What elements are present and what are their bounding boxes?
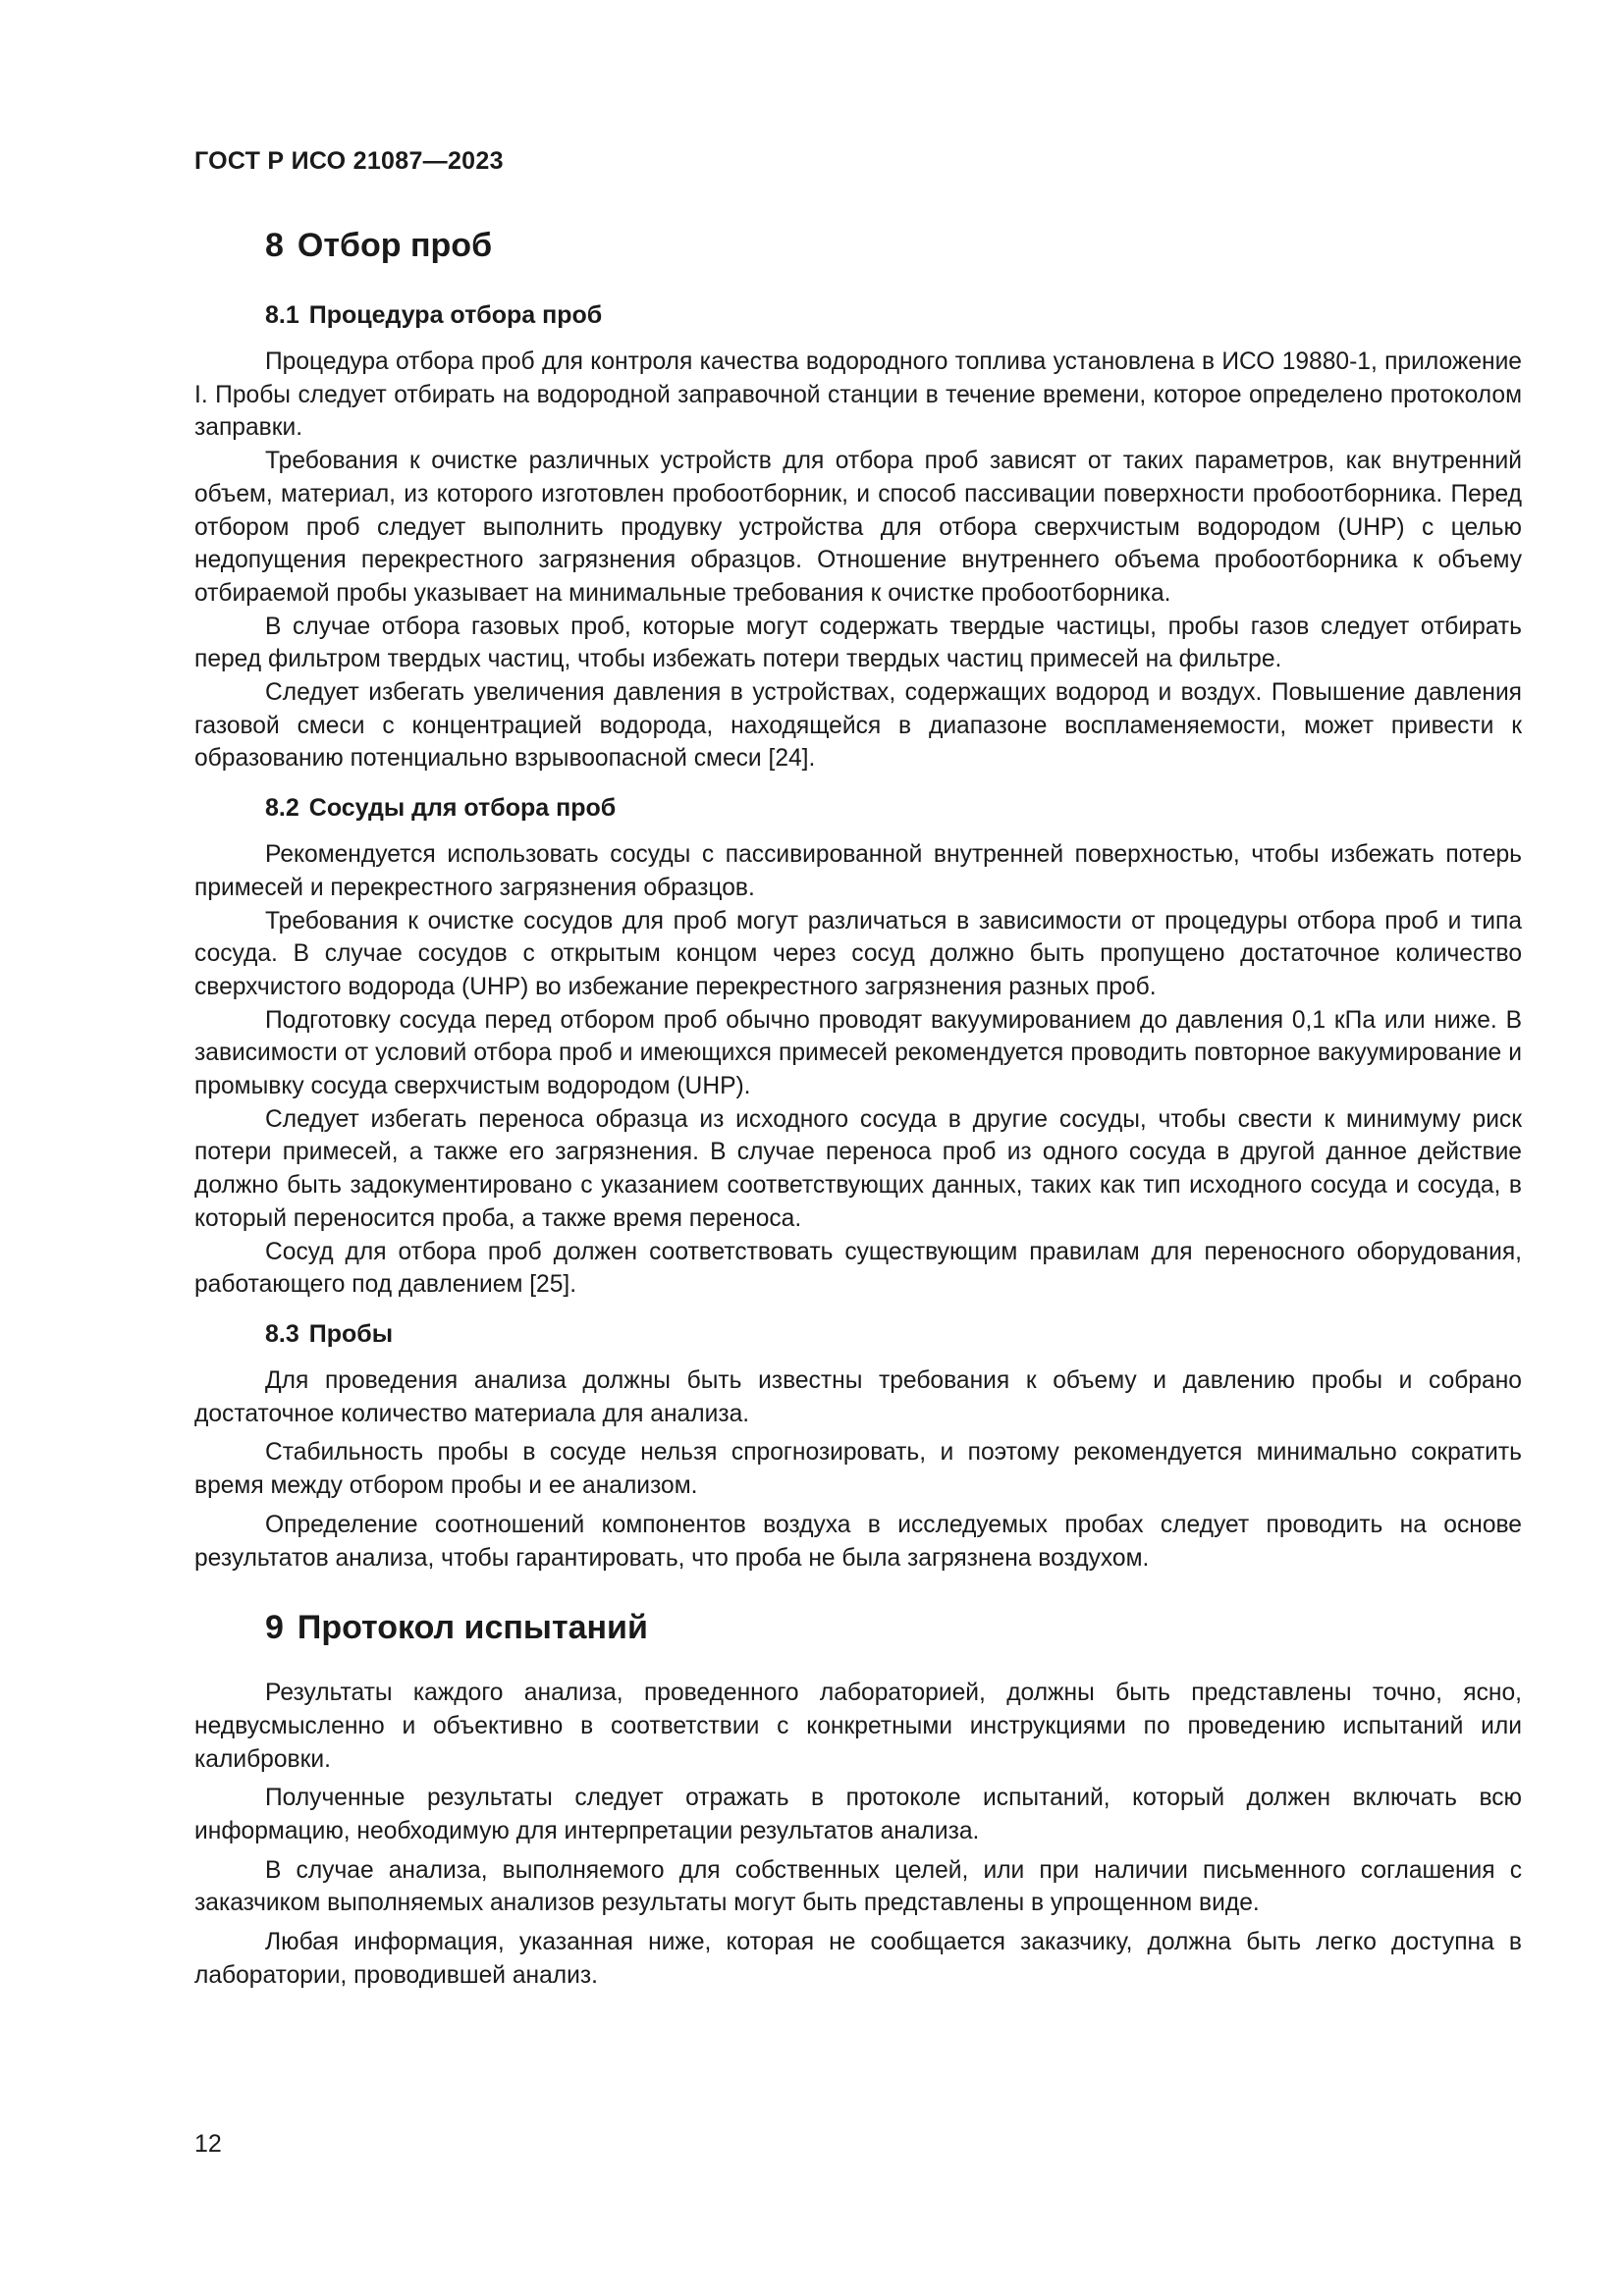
paragraph: Требования к очистке сосудов для проб могут различаться в зависимости от процедуры отбора проб и типа сосуда. В случае сосудов с открытым концом через сосуд должно быть пропущено достаточное количество сверхчистого водорода (UHP) во избежание перекрестного загрязнения разных проб. [194,907,1522,1000]
paragraph: Рекомендуется использовать сосуды с пассивированной внутренней поверхностью, чтобы избежать потерь примесей и перекрестного загрязнения образцов. [194,841,1522,901]
paragraph: В случае анализа, выполняемого для собственных целей, или при наличии письменного соглашения с заказчиком выполняемых анализов результаты могут быть представлены в упрощенном виде. [194,1856,1522,1917]
document-code: ГОСТ Р ИСО 21087—2023 [194,147,504,175]
section-9-heading [265,1600,1522,1655]
paragraph: Полученные результаты следует отражать в протоколе испытаний, который должен включать всю информацию, необходимую для интерпретации результатов анализа. [194,1785,1522,1845]
subsection-8-1-heading [265,294,1522,336]
section-title: Отбор проб [297,227,493,264]
paragraph: Сосуд для отбора проб должен соответствовать существующим правилам для переносного оборудования, работающего под давлением [25]. [194,1238,1522,1299]
subsection-title: Пробы [308,1319,394,1348]
section-number: 9 [265,1609,284,1647]
paragraph: Следует избегать увеличения давления в устройствах, содержащих водород и воздух. Повышение давления газовой смеси с концентрацией водорода, находящейся в диапазоне воспламеняемости, может привести к образованию потенциально взрывоопасной смеси [24]. [194,679,1522,773]
paragraph: Определение соотношений компонентов воздуха в исследуемых пробах следует проводить на основе результатов анализа, чтобы гарантировать, что проба не была загрязнена воздухом. [194,1511,1522,1572]
paragraph: Результаты каждого анализа, проведенного лабораторией, должны быть представлены точно, ясно, недвусмысленно и объективно в соответствии с конкретными инструкциями по проведению испытаний или калибровки. [194,1680,1522,1773]
subsection-number: 8.2 [265,794,299,823]
section-number: 8 [265,227,284,264]
paragraph: Процедура отбора проб для контроля качества водородного топлива установлена в ИСО 19880-1, приложение I. Пробы следует отбирать на водородной заправочной станции в течение времени, которое определено протоколом заправки. [194,348,1522,442]
subsection-number: 8.1 [265,301,299,329]
subsection-number: 8.3 [265,1319,299,1348]
page-content [194,218,1522,1993]
paragraph: Любая информация, указанная ниже, которая не сообщается заказчику, должна быть легко доступна в лаборатории, проводившей анализ. [194,1929,1522,1989]
subsection-8-2-heading [265,787,1522,828]
paragraph: Требования к очистке различных устройств для отбора проб зависят от таких параметров, как внутренний объем, материал, из которого изготовлен пробоотборник, и способ пассивации поверхности пробоотборника. Перед отбором проб следует выполнить продувку устройства для отбора сверхчистым водородом (UHP) с целью недопущения перекрестного загрязнения образцов. Отношение внутреннего объема пробоотборника к объему отбираемой пробы указывает на минимальные требования к очистке пробоотборника. [194,448,1522,607]
paragraph: Следует избегать переноса образца из исходного сосуда в другие сосуды, чтобы свести к минимуму риск потери примесей, а также его загрязнения. В случае переноса проб из одного сосуда в другой данное действие должно быть задокументировано с указанием соответствующих данных, таких как тип исходного сосуда и сосуда, в который переносится проба, а также время переноса. [194,1105,1522,1232]
paragraph: Стабильность пробы в сосуде нельзя спрогнозировать, и поэтому рекомендуется минимально сократить время между отбором пробы и ее анализом. [194,1439,1522,1500]
subsection-title: Процедура отбора проб [308,301,603,329]
section-title: Протокол испытаний [297,1609,648,1647]
paragraph: В случае отбора газовых проб, которые могут содержать твердые частицы, пробы газов следует отбирать перед фильтром твердых частиц, чтобы избежать потери твердых частиц примесей на фильтре. [194,613,1522,673]
subsection-title: Сосуды для отбора проб [308,794,617,823]
subsection-8-3-heading [265,1313,1522,1355]
paragraph: Для проведения анализа должны быть известны требования к объему и давлению пробы и собрано достаточное количество материала для анализа. [194,1366,1522,1427]
page-number: 12 [194,2130,222,2158]
section-8-heading [265,218,1522,273]
paragraph: Подготовку сосуда перед отбором проб обычно проводят вакуумированием до давления 0,1 кПа или ниже. В зависимости от условий отбора проб и имеющихся примесей рекомендуется проводить повторное вакуумирование и промывку сосуда сверхчистым водородом (UHP). [194,1006,1522,1100]
